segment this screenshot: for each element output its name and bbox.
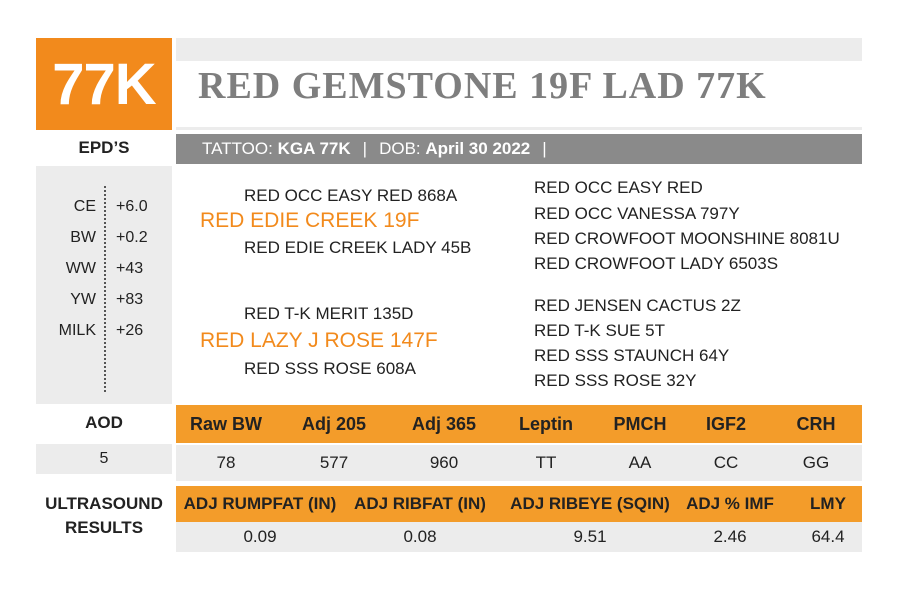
performance-header: Leptin — [519, 413, 573, 434]
ultrasound-value: 0.09 — [243, 527, 277, 546]
performance-value: 960 — [429, 453, 459, 472]
aod-heading: AOD — [85, 413, 123, 432]
pedigree-grand: RED OCC VANESSA 797Y — [534, 204, 740, 223]
tattoo-bar — [176, 134, 862, 164]
tattoo-label: TATTOO: — [202, 139, 273, 158]
performance-header-row — [176, 405, 862, 443]
performance-value: TT — [535, 453, 557, 472]
epd-value: +43 — [116, 260, 144, 277]
ultrasound-value: 0.08 — [403, 527, 437, 546]
pedigree-sire-sire: RED OCC EASY RED 868A — [244, 186, 458, 205]
pedigree-grand: RED SSS STAUNCH 64Y — [534, 346, 730, 365]
performance-header: PMCH — [613, 413, 667, 434]
dob-label: DOB: — [379, 139, 421, 158]
epd-value: +26 — [116, 322, 144, 339]
epd-value: +83 — [116, 291, 144, 308]
ultrasound-heading-line2: RESULTS — [64, 518, 144, 537]
performance-value: CC — [713, 453, 739, 472]
lot-number: 77K — [36, 38, 172, 130]
pedigree-dam-dam: RED SSS ROSE 608A — [244, 359, 416, 378]
performance-header: Raw BW — [190, 413, 262, 434]
animal-name: RED GEMSTONE 19F LAD 77K — [198, 65, 767, 107]
separator: | — [362, 139, 368, 158]
ultrasound-header-row — [176, 486, 862, 522]
pedigree-dam-sire: RED T-K MERIT 135D — [244, 304, 414, 323]
ultrasound-value: 2.46 — [713, 527, 747, 546]
ultrasound-header: ADJ RIBFAT (IN) — [354, 494, 486, 513]
ultrasound-header: LMY — [810, 494, 846, 513]
performance-header: IGF2 — [705, 413, 746, 434]
performance-header: Adj 365 — [411, 413, 477, 434]
pedigree-grand: RED T-K SUE 5T — [534, 321, 665, 340]
epd-label: BW — [70, 229, 96, 246]
epd-label: CE — [73, 198, 96, 215]
ultrasound-value: 9.51 — [573, 527, 607, 546]
performance-value: 577 — [319, 453, 349, 472]
ultrasound-header: ADJ RUMPFAT (IN) — [183, 494, 337, 513]
epd-value: +0.2 — [116, 229, 148, 246]
ultrasound-header: ADJ % IMF — [686, 494, 774, 513]
aod-value: 5 — [36, 444, 172, 474]
epd-label: MILK — [58, 322, 96, 339]
ultrasound-value-row — [176, 522, 862, 552]
epds-heading: EPD’S — [78, 138, 130, 157]
pedigree-dam: RED LAZY J ROSE 147F — [200, 329, 438, 352]
separator: | — [542, 139, 547, 158]
epd-divider — [104, 186, 106, 392]
pedigree-grand: RED OCC EASY RED — [534, 178, 703, 197]
dob-value: April 30 2022 — [425, 139, 531, 158]
pedigree-grand: RED CROWFOOT LADY 6503S — [534, 254, 779, 273]
ultrasound-heading-line1: ULTRASOUND — [45, 494, 163, 513]
pedigree-sire: RED EDIE CREEK 19F — [200, 209, 420, 232]
pedigree-sire-dam: RED EDIE CREEK LADY 45B — [244, 238, 472, 257]
performance-header: Adj 205 — [301, 413, 367, 434]
ultrasound-value: 64.4 — [811, 527, 845, 546]
ultrasound-header: ADJ RIBEYE (SQIN) — [510, 494, 670, 513]
performance-value: AA — [628, 453, 652, 472]
pedigree-grand: RED SSS ROSE 32Y — [534, 371, 697, 390]
epd-label: YW — [70, 291, 96, 308]
performance-value-row — [176, 445, 862, 481]
epd-label: WW — [65, 260, 96, 277]
performance-value: 78 — [216, 453, 236, 472]
performance-header: CRH — [796, 413, 836, 434]
pedigree-grand: RED JENSEN CACTUS 2Z — [534, 296, 741, 315]
pedigree-grand: RED CROWFOOT MOONSHINE 8081U — [534, 229, 840, 248]
tattoo-value: KGA 77K — [277, 139, 351, 158]
epd-value: +6.0 — [116, 198, 148, 215]
performance-value: GG — [802, 453, 830, 472]
